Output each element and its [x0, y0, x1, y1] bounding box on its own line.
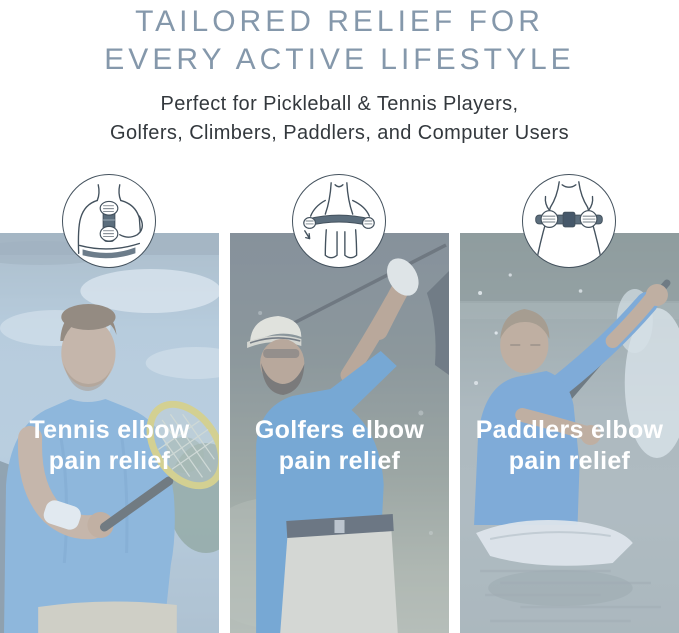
headline-line-2: EVERY ACTIVE LIFESTYLE: [104, 43, 575, 76]
caption-line-2: pain relief: [278, 447, 401, 475]
headline: [0, 3, 679, 79]
column-golf: [230, 233, 449, 633]
caption-line-1: Paddlers elbow: [475, 416, 664, 444]
massager-vertical-grip-icon: [62, 174, 156, 268]
caption: [460, 415, 679, 477]
photo-grid: [0, 233, 679, 633]
massager-waist-hold-icon: [292, 174, 386, 268]
subheadline-line-1: Perfect for Pickleball & Tennis Players,: [160, 93, 519, 115]
subheadline: [0, 90, 679, 148]
caption: [0, 415, 219, 477]
subheadline-line-2: Golfers, Climbers, Paddlers, and Computer Users: [110, 122, 569, 144]
column-tennis: [0, 233, 219, 633]
caption-line-1: Tennis elbow: [29, 416, 190, 444]
headline-line-1: TAILORED RELIEF FOR: [135, 5, 544, 38]
column-paddle: [460, 233, 679, 633]
caption-line-2: pain relief: [508, 447, 631, 475]
caption-line-2: pain relief: [48, 447, 171, 475]
caption: [230, 415, 449, 477]
caption-line-1: Golfers elbow: [254, 416, 425, 444]
massager-roll-twist-icon: [522, 174, 616, 268]
